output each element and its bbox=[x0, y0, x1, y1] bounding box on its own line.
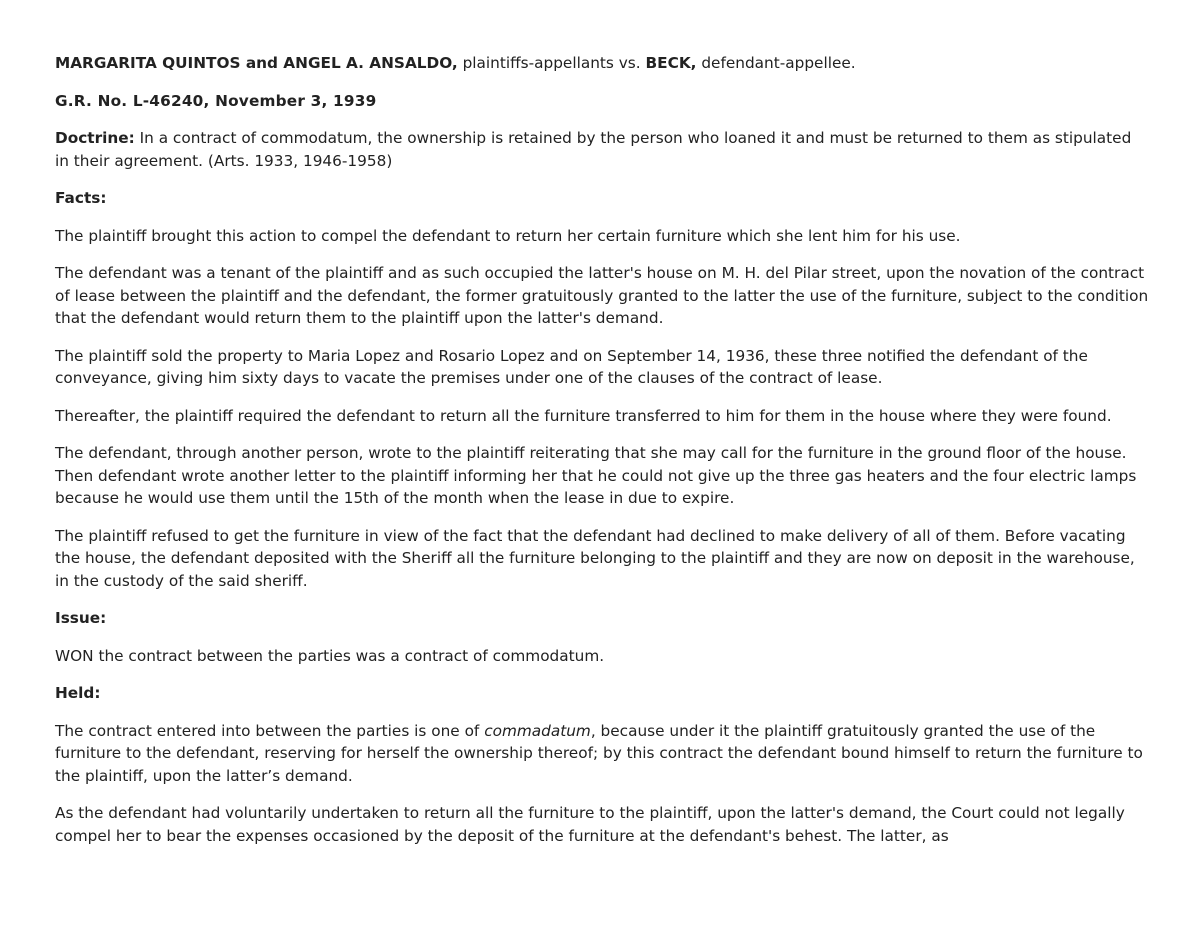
facts-paragraph: Thereafter, the plaintiff required the defendant to return all the furniture transferred to him for them in the house where they were found. bbox=[55, 406, 1112, 425]
facts-paragraph: The plaintiff brought this action to compel the defendant to return her certain furniture which she lent him for his use. bbox=[55, 226, 961, 245]
facts-paragraph: The defendant was a tenant of the plaintiff and as such occupied the latter's house on M. H. del Pilar street, upon the novation of the contract of lease between the plaintiff and the defendant, the former gratuitously granted to the latter the use of the furniture, subject to the condition that the defendant would return them to the plaintiff upon the latter's demand. bbox=[55, 264, 1149, 327]
defendant-name: BECK, bbox=[645, 54, 697, 72]
case-number: G.R. No. L-46240, November 3, 1939 bbox=[55, 91, 377, 110]
held-paragraph: As the defendant had voluntarily undertaken to return all the furniture to the plaintiff, upon the latter's demand, the Court could not legally compel her to bear the expenses occasioned by the deposit of the furniture at the defendant's behest. The latter, as bbox=[55, 804, 1125, 845]
defendant-role: defendant-appellee. bbox=[696, 54, 856, 72]
plaintiffs-role: plaintiffs-appellants vs. bbox=[457, 54, 646, 72]
held-heading: Held: bbox=[55, 684, 101, 702]
facts-heading: Facts: bbox=[55, 189, 107, 207]
facts-paragraph: The plaintiff refused to get the furniture in view of the fact that the defendant had declined to make delivery of all of them. Before vacating the house, the defendant deposited with the Sheriff all the furniture belonging to the plaintiff and they are now on deposit in the warehouse, in the custody of the said sheriff. bbox=[55, 526, 1135, 590]
document-page bbox=[55, 52, 1150, 862]
held-text-start: The contract entered into between the parties is one of bbox=[55, 721, 485, 740]
held-text-end: , because under it the plaintiff gratuitously granted the use of the furniture to the defendant, reserving for herself the ownership thereof; by this contract the defendant bound himself to return the furniture to the plaintiff, upon the latter’s demand. bbox=[55, 721, 1143, 785]
facts-paragraph: The plaintiff sold the property to Maria Lopez and Rosario Lopez and on September 14, 1936, these three notified the defendant of the conveyance, giving him sixty days to vacate the premises under one of the clauses of the contract of lease. bbox=[55, 346, 1088, 387]
doctrine-label: Doctrine: bbox=[55, 129, 135, 147]
plaintiffs-names: MARGARITA QUINTOS and ANGEL A. ANSALDO, bbox=[55, 54, 458, 72]
doctrine-text: In a contract of commodatum, the ownership is retained by the person who loaned it and must be returned to them as stipulated in their agreement. (Arts. 1933, 1946-1958) bbox=[55, 129, 1132, 170]
issue-text: WON the contract between the parties was a contract of commodatum. bbox=[55, 646, 605, 665]
issue-heading: Issue: bbox=[55, 609, 107, 627]
commodatum-term: commadatum bbox=[484, 721, 591, 740]
case-caption bbox=[55, 52, 1150, 75]
held-paragraph bbox=[55, 720, 1150, 788]
facts-paragraph: The defendant, through another person, wrote to the plaintiff reiterating that she may call for the furniture in the ground floor of the house. Then defendant wrote another letter to the plaintiff informing her that he could not give up the three gas heaters and the four electric lamps because he would use them until the 15th of the month when the lease in due to expire. bbox=[55, 444, 1137, 507]
doctrine-paragraph bbox=[55, 127, 1150, 172]
